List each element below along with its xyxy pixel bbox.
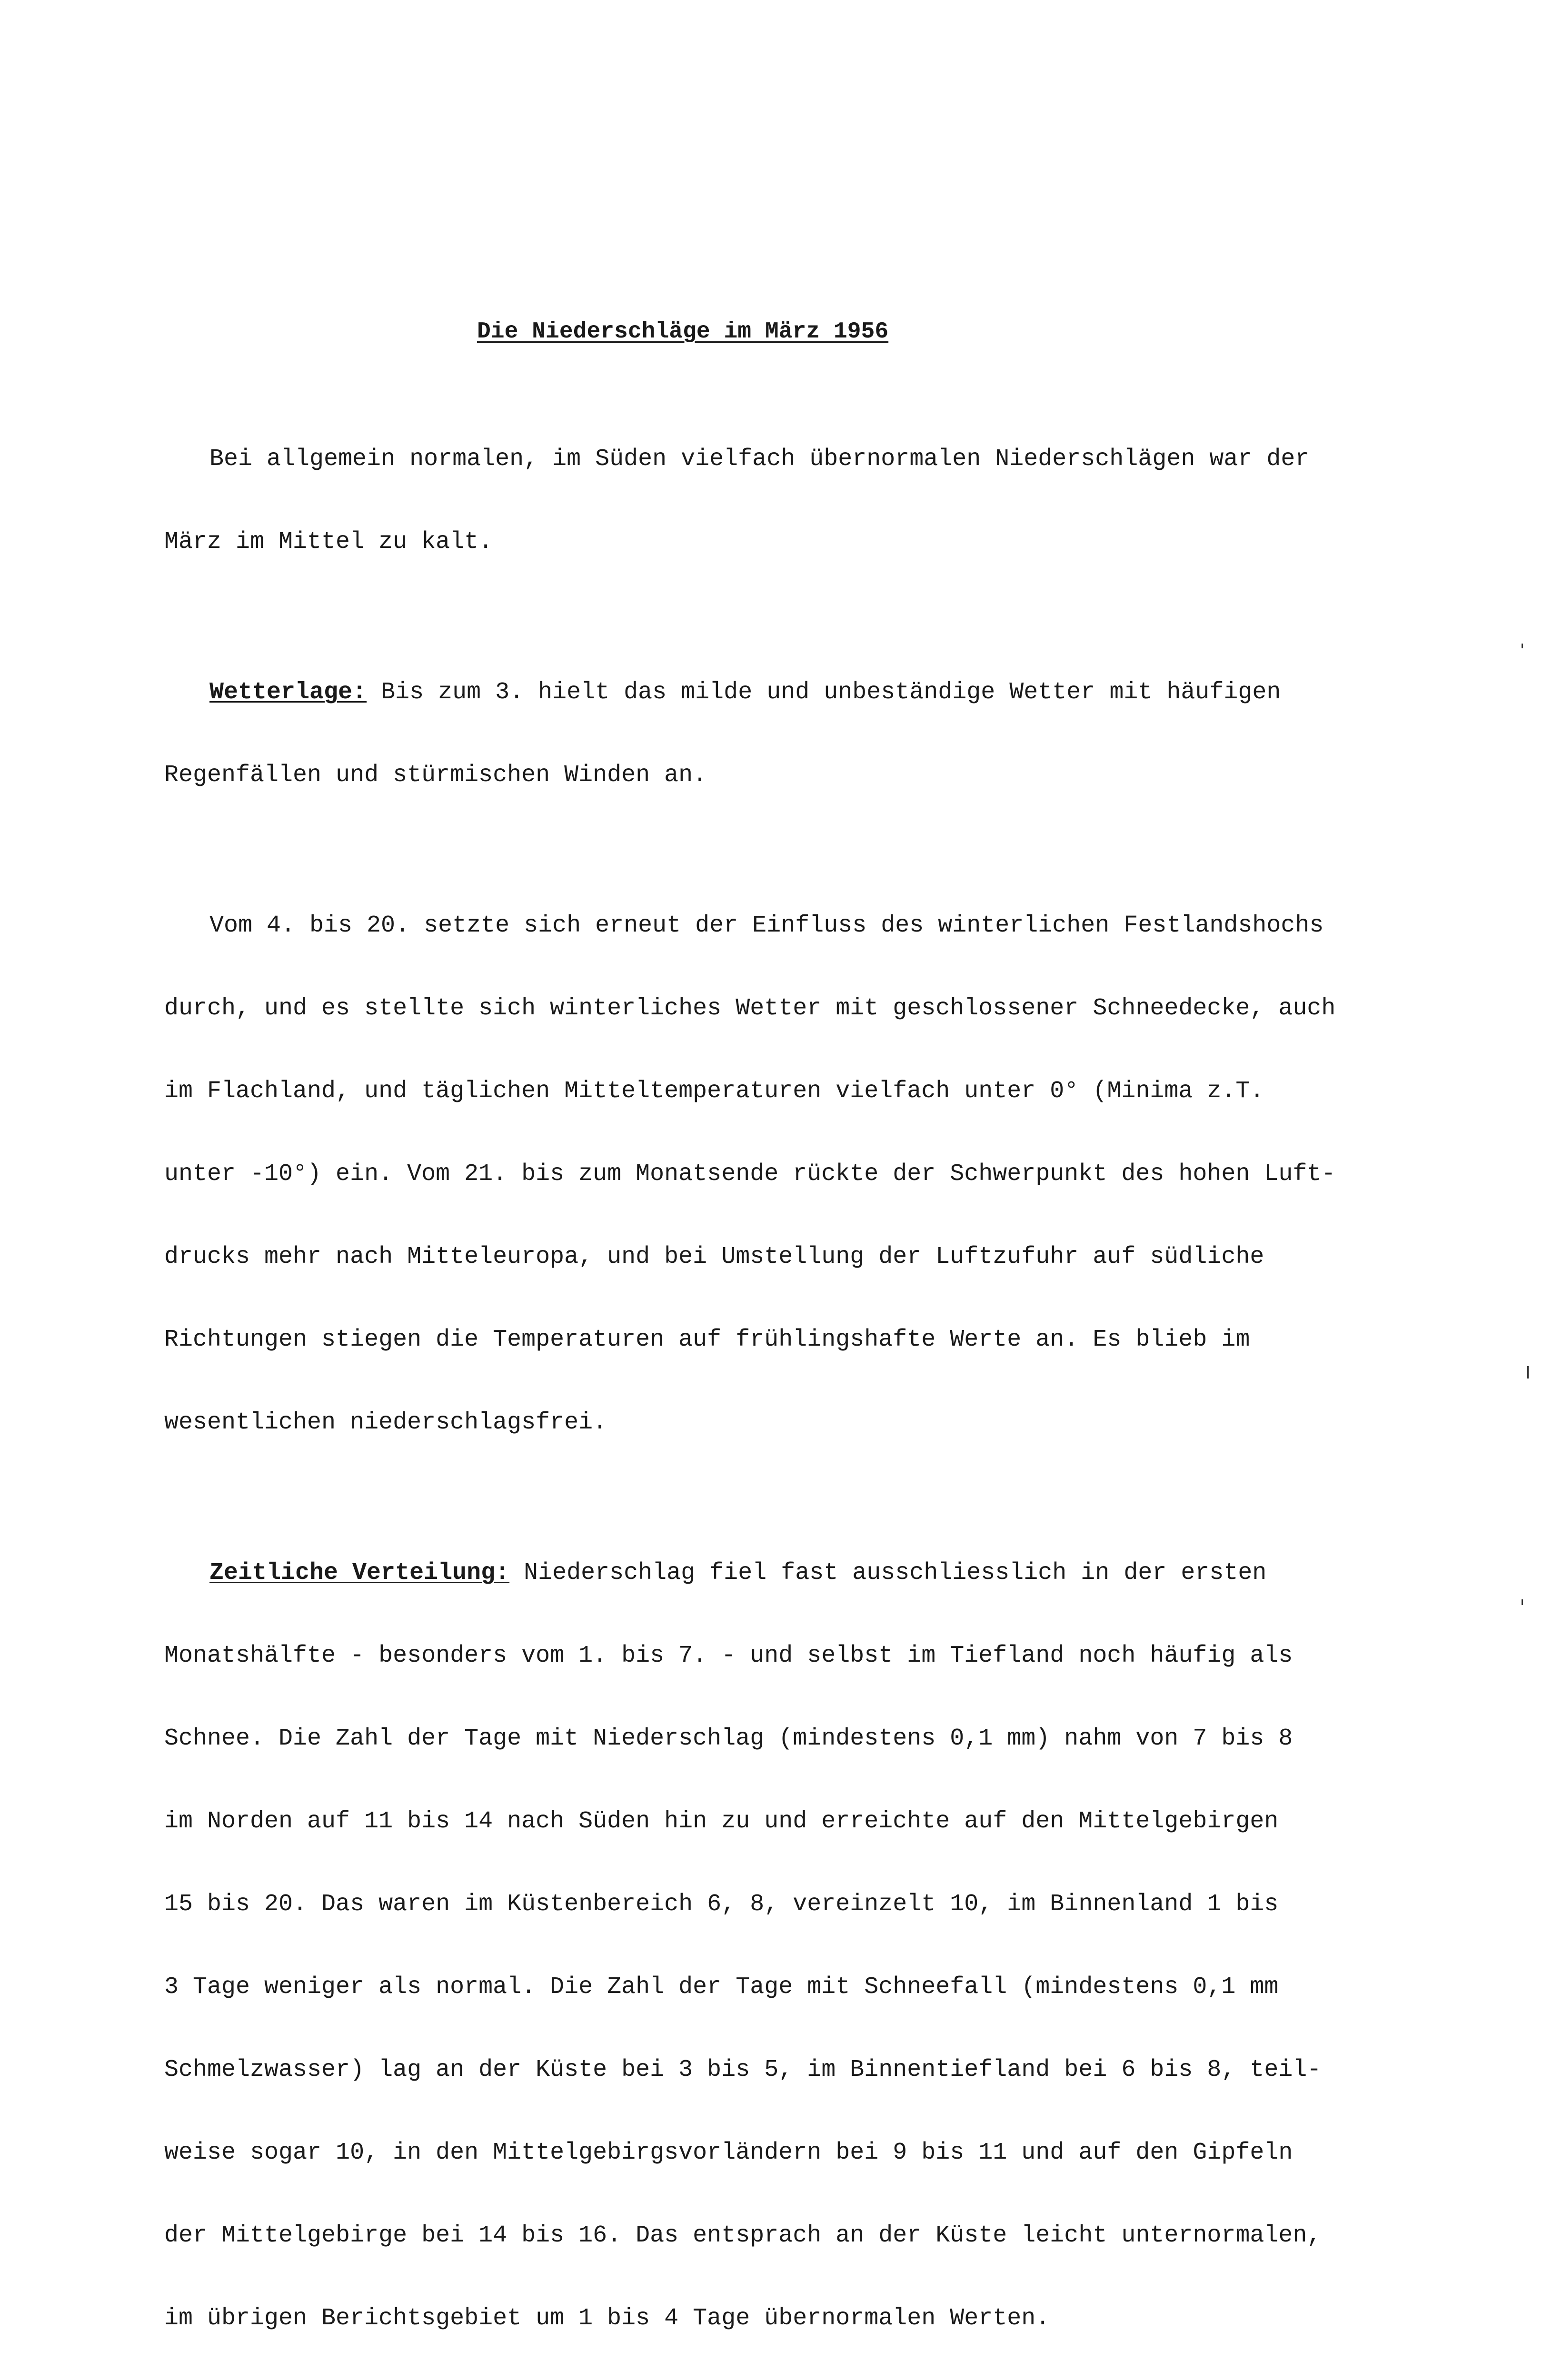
text-line: weise sogar 10, in den Mittelgebirgsvorländern bei 9 bis 11 und auf den Gipfeln [164, 2139, 1293, 2166]
document-title: Die Niederschläge im März 1956 [477, 319, 889, 345]
text-line: Monatshälfte - besonders vom 1. bis 7. - und selbst im Tiefland noch häufig als [164, 1642, 1293, 1669]
text-line: 15 bis 20. Das waren im Küstenbereich 6, 8, vereinzelt 10, im Binnenland 1 bis [164, 1891, 1279, 1918]
text-line: Vom 4. bis 20. setzte sich erneut der Einfluss des winterlichen Festlandshochs [209, 912, 1324, 939]
text-line: Schnee. Die Zahl der Tage mit Niederschlag (mindestens 0,1 mm) nahm von 7 bis 8 [164, 1725, 1293, 1752]
section-heading-zeitliche-verteilung: Zeitliche Verteilung: [209, 1559, 510, 1587]
text-line: unter -10°) ein. Vom 21. bis zum Monatsende rückte der Schwerpunkt des hohen Luft- [164, 1160, 1336, 1188]
document-body [164, 390, 1340, 2380]
text-line: 3 Tage weniger als normal. Die Zahl der Tage mit Schneefall (mindestens 0,1 mm [164, 1973, 1279, 2001]
text-line: im Norden auf 11 bis 14 nach Süden hin zu und erreichte auf den Mittelgebirgen [164, 1808, 1279, 1835]
margin-mark [1522, 1599, 1523, 1605]
intro-paragraph [164, 390, 1340, 611]
wetterlage-paragraph [164, 624, 1340, 844]
text-line [164, 679, 1340, 706]
text-line: drucks mehr nach Mitteleuropa, und bei Umstellung der Luftzufuhr auf südliche [164, 1243, 1264, 1270]
section-heading-wetterlage: Wetterlage: [209, 679, 367, 706]
margin-mark [1522, 644, 1523, 648]
text-line: im Flachland, und täglichen Mitteltemperaturen vielfach unter 0° (Minima z.T. [164, 1078, 1264, 1105]
margin-mark [1527, 1366, 1529, 1378]
text-line: durch, und es stellte sich winterliches Wetter mit geschlossener Schneedecke, auch [164, 995, 1336, 1022]
text-fragment: Niederschlag fiel fast ausschliesslich in der ersten [509, 1559, 1267, 1587]
text-line: Schmelzwasser) lag an der Küste bei 3 bis 5, im Binnentiefland bei 6 bis 8, teil- [164, 2056, 1322, 2083]
text-line: wesentlichen niederschlagsfrei. [164, 1409, 607, 1436]
text-line: Richtungen stiegen die Temperaturen auf frühlingshafte Werte an. Es blieb im [164, 1326, 1250, 1353]
text-line: Bei allgemein normalen, im Süden vielfach übernormalen Niederschlägen war der [209, 446, 1310, 473]
text-line [164, 1559, 1340, 1587]
wetterlage-continuation-paragraph [164, 857, 1340, 1492]
text-fragment: Bis zum 3. hielt das milde und unbeständige Wetter mit häufigen [367, 679, 1281, 706]
text-line: Regenfällen und stürmischen Winden an. [164, 762, 707, 789]
zeitliche-verteilung-paragraph [164, 1504, 1340, 2380]
text-line: März im Mittel zu kalt. [164, 528, 493, 555]
text-line: im übrigen Berichtsgebiet um 1 bis 4 Tage übernormalen Werten. [164, 2305, 1050, 2332]
text-line: der Mittelgebirge bei 14 bis 16. Das entsprach an der Küste leicht unternormalen, [164, 2222, 1322, 2249]
